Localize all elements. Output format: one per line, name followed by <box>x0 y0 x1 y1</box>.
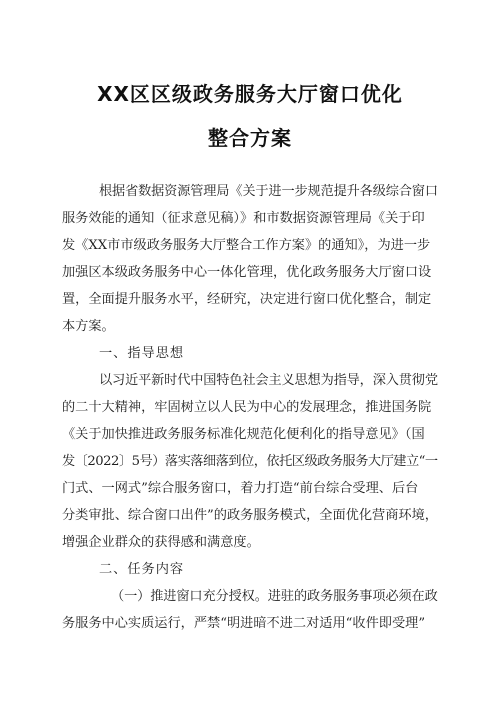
section1-line-1: 以习近平新时代中国特色社会主义思想为指导，深入贯彻党 <box>99 373 438 388</box>
intro-line-1: 根据省数据资源管理局《关于进一步规范提升各级综合窗口 <box>99 184 438 199</box>
section2-line-2: 务服务中心实质运行，严禁“明进暗不进二对适用“收件即受理” <box>62 616 426 631</box>
section1-line-4: 发〔2022〕5号）落实落细落到位，依托区级政务服务大厅建立“一 <box>62 454 438 469</box>
intro-line-2: 服务效能的通知（征求意见稿）》和市数据资源管理局《关于印 <box>62 211 425 226</box>
section1-line-2: 的二十大精神，牢固树立以人民为中心的发展理念，推进国务院 <box>62 400 432 415</box>
intro-line-5: 置，全面提升服务水平，经研究，决定进行窗口优化整合，制定 <box>62 292 432 307</box>
section2-line-1: （一）推进窗口充分授权。进驻的政务服务事项必须在政 <box>111 589 438 604</box>
document-title-line1: XX区区级政务服务大厅窗口优化 <box>97 82 403 106</box>
section1-line-7: 增强企业群众的获得感和满意度。 <box>62 535 260 550</box>
section1-line-3: 《关于加快推进政务服务标准化规范化便利化的指导意见》（国 <box>62 427 425 442</box>
intro-line-4: 加强区本级政务服务中心一体化管理，优化政务服务大厅窗口设 <box>62 265 432 280</box>
document-title-line2: 整合方案 <box>208 126 292 150</box>
intro-line-6: 本方案。 <box>62 319 115 334</box>
section1-line-5: 门式、一网式”综合服务窗口，着力打造“前台综合受理、后台 <box>62 481 419 496</box>
intro-line-3: 发《XX市市级政务服务大厅整合工作方案》的通知》，为进一步 <box>62 238 431 253</box>
section1-heading: 一、指导思想 <box>99 346 185 361</box>
section2-heading: 二、任务内容 <box>99 562 185 577</box>
section1-line-6: 分类审批、综合窗口出件”的政务服务模式，全面优化营商环境， <box>62 508 438 523</box>
